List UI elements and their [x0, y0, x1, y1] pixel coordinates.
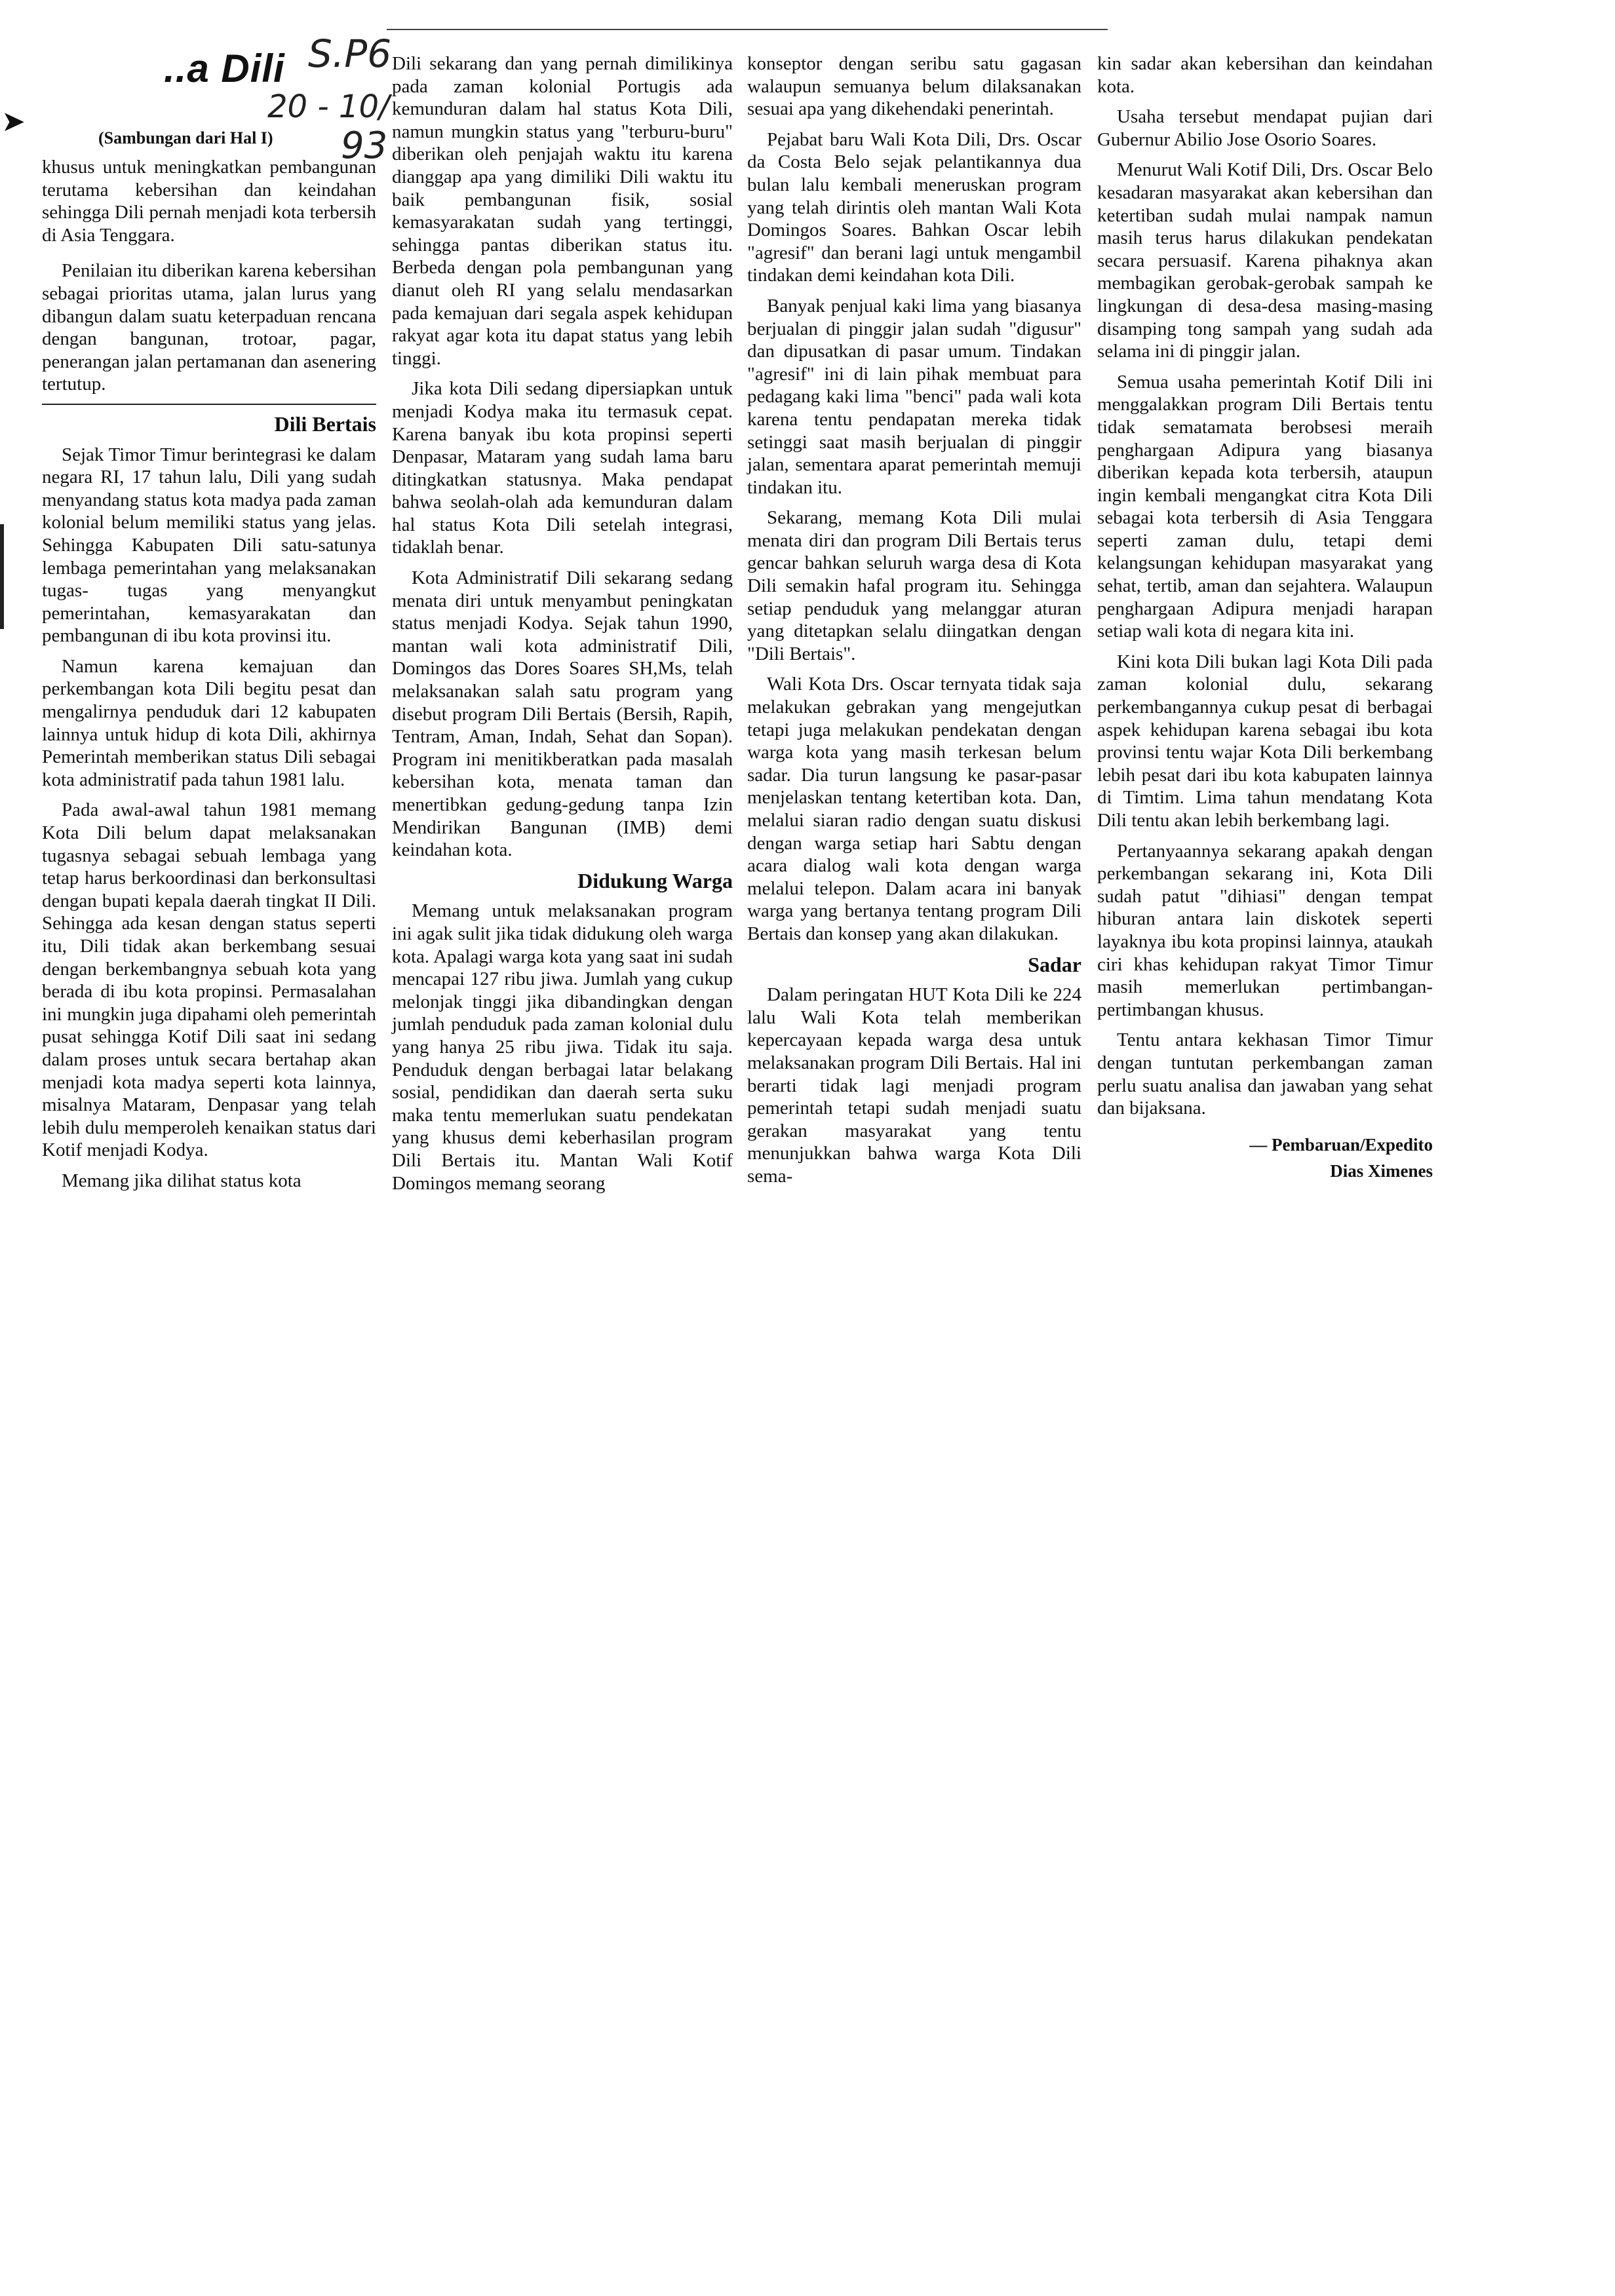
- article-headline: ..a Dili: [164, 47, 285, 90]
- column-3: [747, 52, 1081, 1196]
- paragraph: Kini kota Dili bukan lagi Kota Dili pada zaman kolonial dulu, sekarang perkembangannya cukup pesat di berbagai aspek kehidupan karena sebagai ibu kota provinsi tentu wajar Kota Dili berkembang lebih pesat dari ibu kota kabupaten lainnya di Timtim. Lima tahun mendatang Kota Dili tentu akan lebih berkembang lagi.: [1097, 651, 1433, 831]
- paragraph: Dalam peringatan HUT Kota Dili ke 224 lalu Wali Kota telah memberikan kepercayaan kepada warga desa untuk melaksanakan program Dili Bertais. Hal ini berarti tidak lagi menjadi program pemerintah tetapi sudah menjadi suatu gerakan masyarakat yang tentu menunjukkan bahwa warga Kota Dili sema-: [747, 984, 1081, 1187]
- paragraph: Memang jika dilihat status kota: [62, 1170, 302, 1191]
- continuation-note: (Sambungan dari Hal I): [98, 128, 273, 147]
- paragraph: Penilaian itu diberikan karena kebersihan sebagai prioritas utama, jalan lurus yang dibangun dalam suatu keterpaduan rencana dengan bangunan, trotoar, pagar, penerangan jalan pertamanan dan asenering tertutup.: [42, 260, 376, 395]
- paragraph: Namun karena kemajuan dan perkembangan kota Dili begitu pesat dan mengalirnya penduduk dari 12 kabupaten lainnya untuk hidup di kota Dili, akhirnya Pemerintah memberikan status Dili sebagai kota administratif pada tahun 1981 lalu.: [42, 655, 376, 790]
- byline-source: — Pembaruan/Expedito: [1249, 1134, 1433, 1155]
- column-2: [392, 52, 733, 1202]
- paragraph: kin sadar akan kebersihan dan keindahan kota.: [1097, 53, 1433, 97]
- paragraph: Usaha tersebut mendapat pujian dari Gubernur Abilio Jose Osorio Soares.: [1097, 106, 1433, 150]
- paragraph: konseptor dengan seribu satu gagasan walaupun semuanya belum dilaksanakan sesuai apa yang dikehendaki penerintah.: [747, 53, 1081, 120]
- paragraph: Semua usaha pemerintah Kotif Dili ini menggalakkan program Dili Bertais tentu tidak sematamata berobsesi meraih penghargaan Adipura yang biasanya diberikan kepada kota terbersih, ataupun ingin kembali mengangkat citra Kota Dili sebagai kota terbersih di Asia Tenggara seperti zaman dulu, tetapi demi kelangsungan kehidupan masyarakat yang sehat, tertib, aman dan sejahtera. Walaupun penghargaan Adipura menjadi harapan setiap wali kota di negara kita ini.: [1097, 371, 1433, 642]
- paragraph: Tentu antara kekhasan Timor Timur dengan tuntutan perkembangan zaman perlu suatu analisa dan jawaban yang sehat dan bijaksana.: [1097, 1029, 1433, 1119]
- paragraph: Pada awal-awal tahun 1981 memang Kota Dili belum dapat melaksanakan tugasnya sebagai sebuah lembaga yang tetap harus berkoordinasi dan berkonsultasi dengan bupati kepala daerah tingkat II Dili. Sehingga ada kesan dengan status seperti itu, Dili tidak akan berkembang sesuai dengan berkembangnya sebuah kota yang berada di ibu kota propinsi. Permasalahan ini mungkin juga dipahami oleh pemerintah pusat sehingga Kotif Dili saat ini sedang dalam proses untuk secara bertahap akan menjadi kota madya seperti kota lainnya, misalnya Mataram, Denpasar yang telah lebih dulu memperoleh kenaikan status dari Kotif menjadi Kodya.: [42, 799, 376, 1161]
- paragraph: Sejak Timor Timur berintegrasi ke dalam negara RI, 17 tahun lalu, Dili yang sudah menyandang status kota madya pada zaman kolonial belum memiliki status yang jelas. Sehingga Kabupaten Dili satu-satunya lembaga pemerintahan yang melaksanakan tugas- tugas yang menyangkut pemerintahan, kemasyarakatan dan pembangunan di ibu kota provinsi itu.: [42, 444, 376, 647]
- paragraph: Menurut Wali Kotif Dili, Drs. Oscar Belo kesadaran masyarakat akan kebersihan dan ketertiban sudah mulai nampak namun masih terus harus dilakukan pendekatan secara persuasif. Karena pihaknya akan membagikan gerobak-gerobak sampah ke lingkungan di desa-desa masing-masing disamping tong sampah yang sudah ada selama ini di pinggir jalan.: [1097, 159, 1433, 362]
- paragraph: Pertanyaannya sekarang apakah dengan perkembangan sekarang ini, Kota Dili sudah patut "dihiasi" dengan tempat hiburan antara lain diskotek seperti layaknya ibu kota propinsi lainnya, ataukah ciri khas kehidupan rakyat Timor Timur masih memerlukan pertimbangan-pertimbangan khusus.: [1097, 840, 1433, 1020]
- section-rule: [42, 404, 376, 405]
- paragraph: Kota Administratif Dili sekarang sedang menata diri untuk menyambut peningkatan status menjadi Kodya. Sejak tahun 1990, mantan wali kota administratif Dili, Domingos das Dores Soares SH,Ms, telah melaksanakan salah satu program yang disebut program Dili Bertais (Bersih, Rapih, Tentram, Aman, Indah, Sehat dan Sopan). Program ini menitikberatkan pada masalah kebersihan kota, menata taman dan menertibkan gedung-gedung tanpa Izin Mendirikan Bangunan (IMB) demi keindahan kota.: [392, 567, 733, 861]
- paragraph: Pejabat baru Wali Kota Dili, Drs. Oscar da Costa Belo sejak pelantikannya dua bulan lalu kembali meneruskan program yang telah dirintis oleh mantan Wali Kota Domingos Soares. Bahkan Oscar lebih "agresif" dan berani lagi untuk mengambil tindakan demi keindahan kota Dili.: [747, 128, 1081, 286]
- handwritten-code: S.P6: [308, 31, 392, 76]
- column-4: [1097, 52, 1433, 1184]
- paragraph: Jika kota Dili sedang dipersiapkan untuk menjadi Kodya maka itu termasuk cepat. Karena banyak ibu kota propinsi seperti Denpasar, Mataram yang sudah lama baru ditingkatkan statusnya. Maka pendapat bahwa seolah-olah ada kemunduran dalam hal status Kota Dili setelah integrasi, tidaklah benar.: [392, 378, 733, 558]
- column-1: [42, 156, 376, 1200]
- section-heading: Dili Bertais: [274, 411, 376, 436]
- handwritten-date-top: 20 - 10/: [267, 88, 390, 125]
- section-heading: Didukung Warga: [577, 868, 733, 892]
- paragraph: khusus untuk meningkatkan pembangunan terutama kebersihan dan keindahan sehingga Dili pernah menjadi kota terbersih di Asia Tenggara.: [42, 157, 376, 246]
- top-rule: [387, 29, 1108, 30]
- section-heading: Sadar: [1028, 952, 1081, 976]
- scan-edge-mark: [0, 524, 4, 629]
- paragraph: Banyak penjual kaki lima yang biasanya berjualan di pinggir jalan sudah "digusur" dan dipusatkan di pasar umum. Tindakan "agresif" ini di lain pihak membuat para pedagang kaki lima "benci" pada wali kota karena tentu pendapatan mereka tidak setinggi saat masih berjualan di pinggir jalan, sementara aparat pemerintah memuji tindakan itu.: [747, 295, 1081, 498]
- paragraph: Wali Kota Drs. Oscar ternyata tidak saja melakukan gebrakan yang mengejutkan tetapi juga melakukan pendekatan dengan warga kota yang masih terkesan belum sadar. Dia turun langsung ke pasar-pasar menjelaskan tentang ketertiban kota. Dan, melalui siaran radio dengan suatu diskusi dengan warga setiap hari Sabtu dengan acara dialog wali kota dengan warga melalui telepon. Dalam acara ini banyak warga yang bertanya tentang program Dili Bertais dan konsep yang akan dilakukan.: [747, 674, 1081, 944]
- handwritten-date-bottom: 93: [341, 124, 388, 167]
- paragraph: Memang untuk melaksanakan program ini agak sulit jika tidak didukung oleh warga kota. Apalagi warga kota yang saat ini sudah mencapai 127 ribu jiwa. Jumlah yang cukup melonjak tinggi jika dibandingkan dengan jumlah penduduk pada zaman kolonial dulu yang hanya 25 ribu jiwa. Tidak itu saja. Penduduk dengan berbagai latar belakang sosial, pendidikan dan daerah serta suku maka tentu memerlukan suatu pendekatan yang khusus demi keberhasilan program Dili Bertais itu. Mantan Wali Kotif Domingos memang seorang: [392, 900, 733, 1194]
- paragraph: Dili sekarang dan yang pernah dimilikinya pada zaman kolonial Portugis ada kemunduran dalam hal status Kota Dili, namun mungkin status yang "terburu-buru" diberikan oleh penjajah waktu itu karena dianggap apa yang dimiliki Dili waktu itu baik pembangunan fisik, sosial kemasyarakatan sudah yang tertinggi, sehingga pantas diberikan status itu. Berbeda dengan pola pembangunan yang dianut oleh RI yang selalu mendasarkan pada kemajuan dari segala aspek kehidupan rakyat agar kota itu dapat status yang lebih tinggi.: [392, 53, 733, 369]
- byline: [1097, 1132, 1433, 1184]
- paragraph: Sekarang, memang Kota Dili mulai menata diri dan program Dili Bertais terus gencar bahkan seluruh warga desa di Kota Dili semakin hafal program itu. Sehingga setiap penduduk yang melanggar aturan yang ditetapkan selalu diingatkan dengan "Dili Bertais".: [747, 507, 1081, 664]
- margin-arrow-icon: ➤: [1, 105, 26, 138]
- byline-author: Dias Ximenes: [1330, 1160, 1433, 1181]
